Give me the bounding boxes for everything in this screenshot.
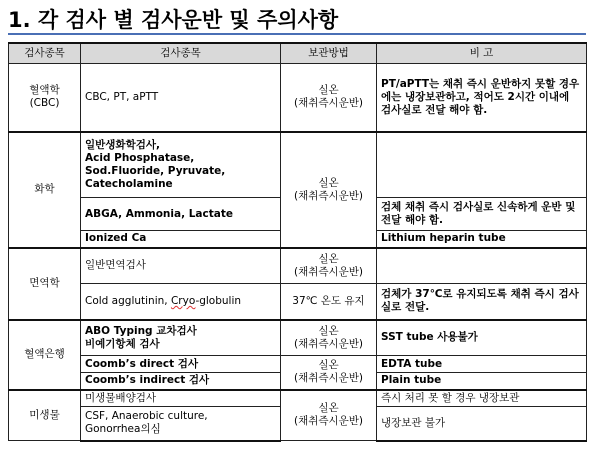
test-cell: CSF, Anaerobic culture, Gonorrhea의심: [81, 407, 281, 441]
header-test: 검사종목: [81, 43, 281, 64]
specimen-transport-table: [8, 42, 587, 442]
spellcheck-word: Cryo: [170, 294, 196, 307]
storage-cell: 실온 (채취즉시운반): [281, 248, 377, 284]
test-cell: ABO Typing 교차검사 비예기항체 검사: [81, 320, 281, 356]
storage-cell: 37℃ 온도 유지: [281, 284, 377, 320]
table-row: [9, 356, 587, 373]
note-cell: 검체 채취 즉시 검사실로 신속하게 운반 및 전달 해야 함.: [377, 198, 587, 231]
category-cell: 혈액은행: [9, 320, 81, 390]
header-row: [9, 43, 587, 64]
note-cell: Plain tube: [377, 373, 587, 390]
note-cell: 검체가 37℃로 유지되도록 채취 즉시 검사실로 전달.: [377, 284, 587, 320]
header-note: 비 고: [377, 43, 587, 64]
category-cell: 화학: [9, 132, 81, 248]
test-cell: ABGA, Ammonia, Lactate: [81, 198, 281, 231]
header-category: 검사종목: [9, 43, 81, 64]
storage-cell: 실온 (채취즉시운반): [281, 356, 377, 390]
note-cell: [377, 132, 587, 198]
category-cell: 혈액학 (CBC): [9, 64, 81, 132]
table-row: [9, 320, 587, 356]
table-row: [9, 284, 587, 320]
table-row: [9, 64, 587, 132]
note-cell: EDTA tube: [377, 356, 587, 373]
storage-cell: 실온 (채취즉시운반): [281, 132, 377, 248]
test-cell: Coomb’s indirect 검사: [81, 373, 281, 390]
test-text: -globulin: [195, 294, 242, 307]
test-cell: 미생물배양검사: [81, 390, 281, 407]
title-divider: [8, 33, 586, 35]
test-cell: Coomb’s direct 검사: [81, 356, 281, 373]
header-storage: 보관방법: [281, 43, 377, 64]
page-title: 1. 각 검사 별 검사운반 및 주의사항: [8, 8, 339, 32]
storage-cell: 실온 (채취즉시운반): [281, 320, 377, 356]
note-cell: 냉장보관 불가: [377, 407, 587, 441]
table-row: [9, 132, 587, 198]
test-cell: [81, 284, 281, 320]
table-row: [9, 248, 587, 284]
note-cell: [377, 248, 587, 284]
category-cell: 면역학: [9, 248, 81, 320]
test-cell: Ionized Ca: [81, 231, 281, 248]
table-row: [9, 390, 587, 407]
test-cell: CBC, PT, aPTT: [81, 64, 281, 132]
category-cell: 미생물: [9, 390, 81, 441]
storage-cell: 실온 (채취즉시운반): [281, 64, 377, 132]
note-cell: PT/aPTT는 채취 즉시 운반하지 못할 경우에는 냉장보관하고, 적어도 2시간 이내에 검사실로 전달 해야 함.: [377, 64, 587, 132]
test-cell: 일반생화학검사, Acid Phosphatase, Sod.Fluoride, Pyruvate, Catecholamine: [81, 132, 281, 198]
storage-cell: 실온 (채취즉시운반): [281, 390, 377, 441]
test-text: Cold agglutinin,: [85, 294, 171, 307]
note-cell: 즉시 처리 못 할 경우 냉장보관: [377, 390, 587, 407]
note-cell: SST tube 사용불가: [377, 320, 587, 356]
note-cell: Lithium heparin tube: [377, 231, 587, 248]
test-cell: 일반면역검사: [81, 248, 281, 284]
